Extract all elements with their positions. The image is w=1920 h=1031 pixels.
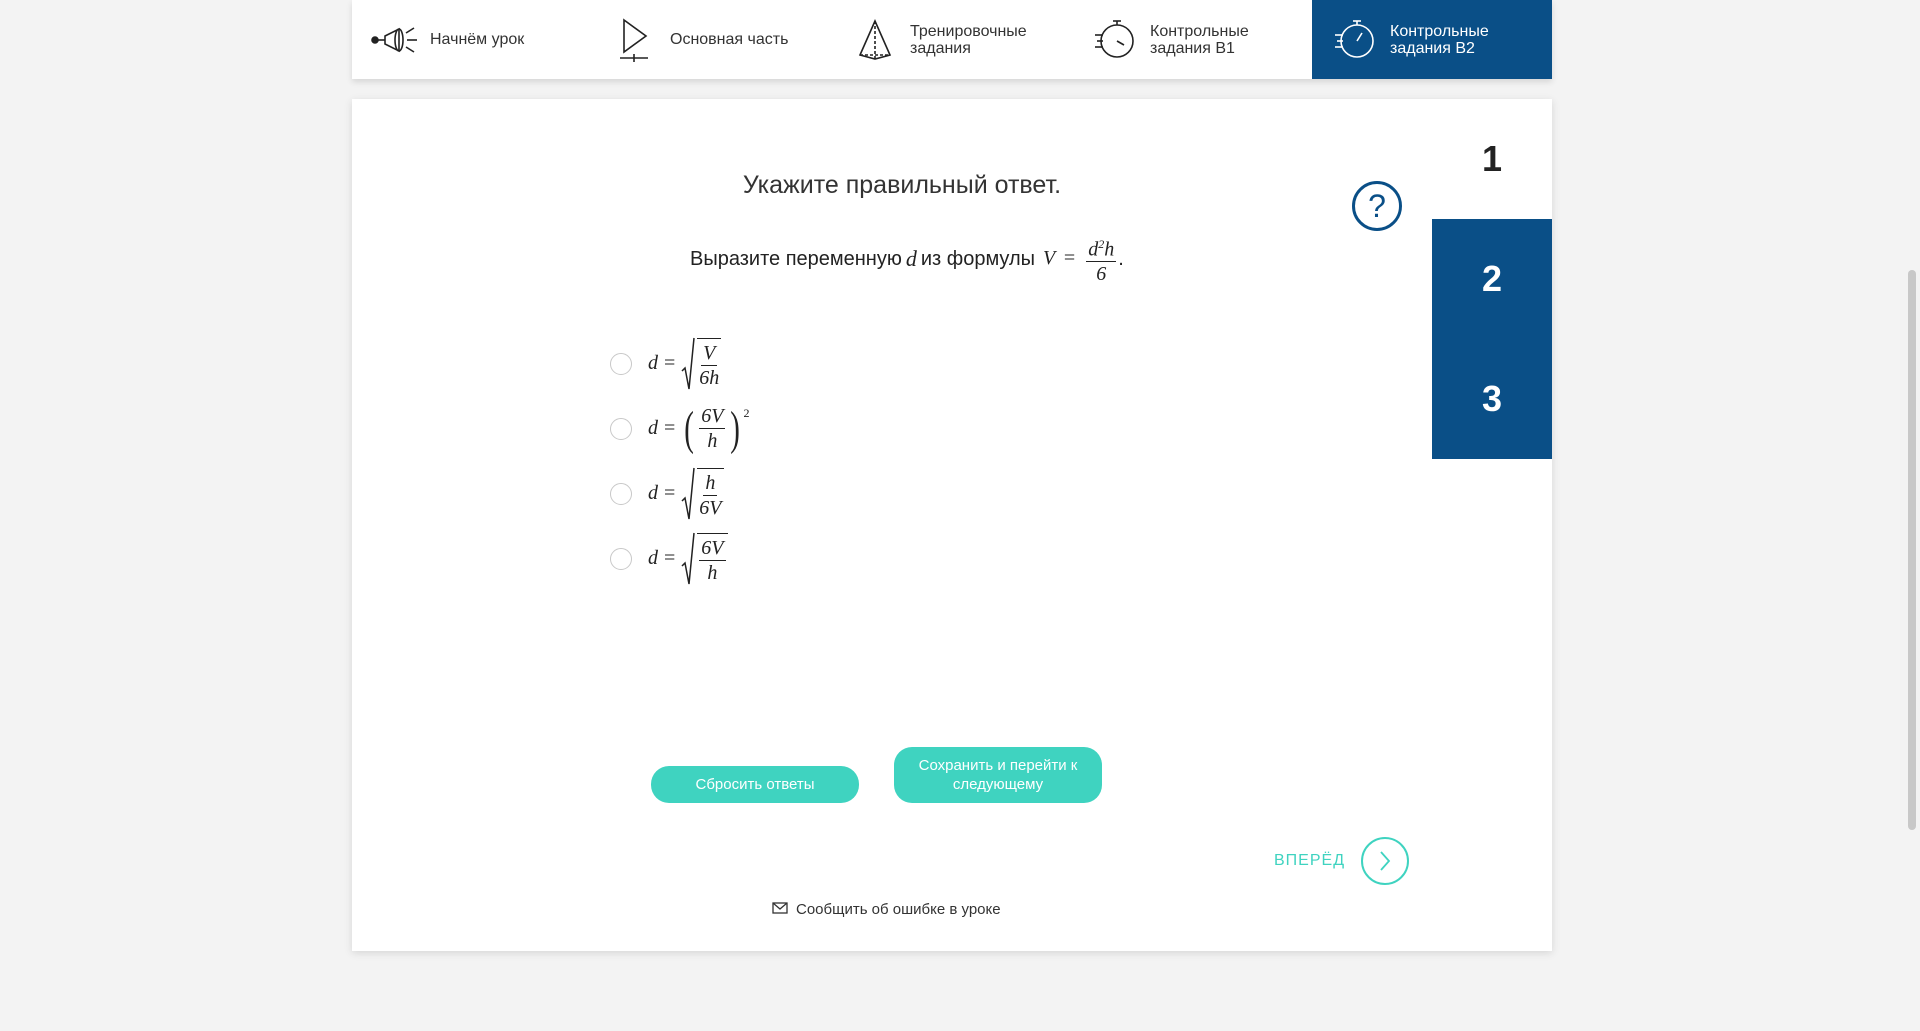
- formula-exp: 2: [1098, 236, 1105, 251]
- task-card: [352, 99, 1552, 951]
- task-tab-1[interactable]: 1: [1432, 99, 1552, 219]
- task-tab-2[interactable]: 2: [1432, 219, 1552, 339]
- nav-label: Контрольные задания В1: [1150, 22, 1249, 57]
- sqrt-symbol: [681, 467, 725, 521]
- formula-fraction: [1086, 232, 1116, 287]
- sqrt-symbol: [681, 337, 723, 391]
- option-lhs: d: [648, 417, 658, 439]
- megaphone-icon: [370, 18, 420, 62]
- formula-num: d: [1088, 238, 1099, 261]
- sqrt-symbol: [681, 532, 729, 586]
- option-expression: d = ( $\frac{6V}{h}$ ) 2: [648, 401, 750, 455]
- formula-num-tail: h: [1104, 238, 1115, 261]
- task-title: Укажите правильный ответ.: [742, 171, 1062, 199]
- option-num: 6V: [701, 536, 724, 559]
- stopwatch-icon: [1330, 18, 1380, 62]
- question-text: [690, 229, 1124, 289]
- answer-options: [610, 331, 749, 591]
- option-num: h: [705, 471, 716, 494]
- stopwatch-icon: [1090, 18, 1140, 62]
- answer-option-1[interactable]: [610, 331, 749, 396]
- option-lhs: d: [648, 482, 658, 504]
- nav-label: Тренировочные задания: [910, 22, 1027, 57]
- help-icon[interactable]: ?: [1352, 181, 1402, 231]
- report-label: Сообщить об ошибке в уроке: [796, 901, 1001, 918]
- nav-label: Основная часть: [670, 31, 789, 48]
- question-period: .: [1118, 247, 1124, 270]
- top-navigation: [352, 0, 1552, 79]
- nav-item-training[interactable]: [832, 0, 1072, 79]
- option-expression: d = $\frac{h}{6V}$: [648, 467, 726, 521]
- reset-answers-button[interactable]: Сбросить ответы: [651, 766, 859, 803]
- forward-button[interactable]: [1274, 837, 1409, 885]
- option-den: 6h: [699, 366, 720, 389]
- option-den: h: [707, 561, 718, 584]
- option-lhs: d: [648, 547, 658, 569]
- formula-den: 6: [1096, 263, 1107, 286]
- nav-item-control-b2[interactable]: [1312, 0, 1552, 79]
- formula-lhs: V: [1043, 246, 1055, 269]
- option-den: 6V: [699, 496, 722, 519]
- play-icon: [610, 18, 660, 62]
- question-prefix: Выразите переменную: [690, 247, 902, 270]
- option-num: 6V: [701, 405, 724, 427]
- report-error-link[interactable]: [772, 901, 1001, 918]
- option-expression: d = $\frac{6V}{h}$: [648, 532, 730, 586]
- radio-button[interactable]: [610, 483, 632, 505]
- forward-label: ВПЕРЁД: [1274, 852, 1346, 869]
- option-num: V: [703, 341, 716, 364]
- answer-option-2[interactable]: [610, 396, 749, 461]
- nav-item-main-part[interactable]: [592, 0, 832, 79]
- task-switcher: [1432, 99, 1552, 459]
- option-exponent: 2: [743, 406, 750, 420]
- answer-option-4[interactable]: [610, 526, 749, 591]
- nav-label: Контрольные задания В2: [1390, 22, 1489, 57]
- pyramid-icon: [850, 18, 900, 62]
- nav-item-control-b1[interactable]: [1072, 0, 1312, 79]
- save-and-next-button[interactable]: Сохранить и перейти к следующему: [894, 747, 1102, 803]
- question-formula: V = $\frac{d^2h}{6}$: [1043, 232, 1118, 287]
- scrollbar[interactable]: [1908, 270, 1916, 830]
- nav-item-start-lesson[interactable]: [352, 0, 592, 79]
- radio-button[interactable]: [610, 548, 632, 570]
- task-tab-3[interactable]: 3: [1432, 339, 1552, 459]
- answer-option-3[interactable]: [610, 461, 749, 526]
- nav-label: Начнём урок: [430, 31, 525, 48]
- chevron-right-icon: [1361, 837, 1409, 885]
- envelope-icon: [772, 901, 788, 918]
- question-suffix: из формулы: [920, 247, 1036, 270]
- option-expression: d = $\frac{V}{6h}$: [648, 337, 723, 391]
- option-lhs: d: [648, 352, 658, 374]
- radio-button[interactable]: [610, 353, 632, 375]
- question-variable: d: [905, 246, 917, 271]
- radio-button[interactable]: [610, 418, 632, 440]
- option-den: h: [707, 430, 718, 452]
